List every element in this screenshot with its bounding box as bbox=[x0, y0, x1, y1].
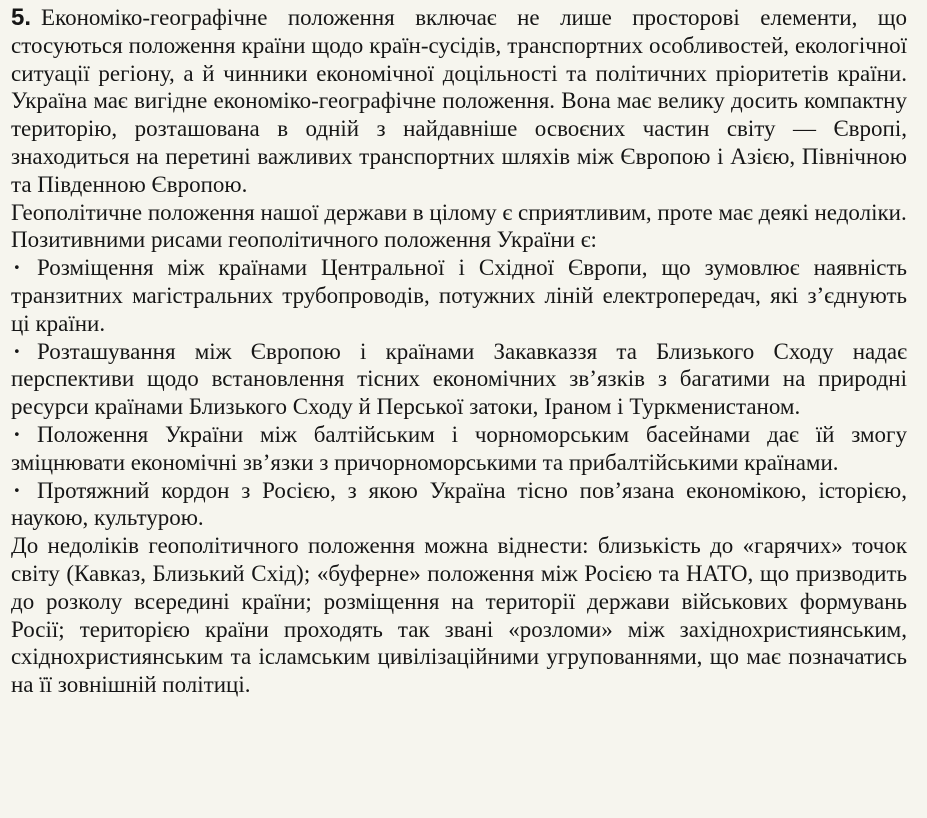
positive-item-text: Розміщення між країнами Центральної і Східної Європи, що зумовлює наявність транзитних магістральних трубопроводів, потужних ліній електропередач, які з’єднують ці країни. bbox=[11, 255, 907, 336]
intro-paragraph bbox=[11, 4, 907, 199]
bullet-dot-icon: · bbox=[13, 338, 21, 364]
bullet-dot-icon: · bbox=[13, 255, 21, 281]
positive-item-text: Положення України між балтійським і чорноморським басейнами дає їй змогу зміцнювати економічні зв’язки з причорноморськими та прибалтійськими країнами. bbox=[11, 421, 907, 475]
positives-heading: Позитивними рисами геополітичного положення України є: bbox=[11, 227, 597, 253]
exercise-number: 5. bbox=[11, 4, 32, 31]
intro-text: Економіко-географічне положення включає не лише просторові елементи, що стосуються положення країни щодо країн-сусідів, транспортних особливостей, екологічної ситуації регіону, а й чинники економічної доцільності та політичних пріоритетів країни. Україна має вигідне економіко-географічне положення. Вона має велику досить компактну територію, розташована в одній з найдавніше освоєних частин світу — Європі, знаходиться на перетині важливих транспортних шляхів між Європою і Азією, Північною та Південною Європою. bbox=[11, 5, 907, 197]
positive-item-2 bbox=[11, 338, 907, 421]
positive-item-3 bbox=[11, 421, 907, 477]
negatives-paragraph: До недоліків геополітичного положення можна віднести: близькість до «гарячих» точок світу (Кавказ, Близький Схід); «буферне» положення між Росією та НАТО, що призводить до розколу всередині країни; розміщення на території держави військових формувань Росії; територією країни проходять так звані «розломи» між західнохристиянським, східнохристиянським та ісламським цивілізаційними угрупованнями, що має позначатись на її зовнішній політиці. bbox=[11, 533, 907, 698]
positive-item-text: Розташування між Європою і країнами Закавказзя та Близького Сходу надає перспективи щодо встановлення тісних економічних зв’язків з багатими на природні ресурси країнами Близького Сходу й Перської затоки, Іраном і Туркменистаном. bbox=[11, 338, 907, 420]
positive-item-text: Протяжний кордон з Росією, з якою Україна тісно пов’язана економікою, історією, наукою, культурою. bbox=[11, 477, 907, 531]
positive-item-4 bbox=[11, 477, 907, 533]
positive-item-1 bbox=[11, 254, 907, 337]
bullet-dot-icon: · bbox=[13, 477, 21, 503]
geopolitical-paragraph: Геополітичне положення нашої держави в цілому є сприятливим, проте має деякі недоліки. bbox=[11, 199, 907, 225]
bullet-dot-icon: · bbox=[13, 421, 21, 447]
